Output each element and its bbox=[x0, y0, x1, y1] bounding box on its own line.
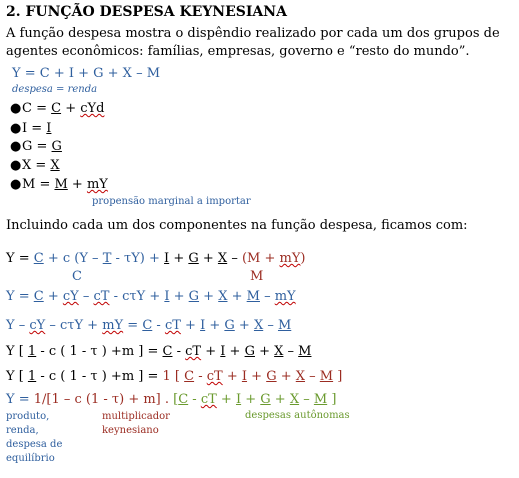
intro-line-2: agentes econômicos: famílias, empresas, governo e “resto do mundo”. bbox=[6, 44, 470, 59]
multiplier-note-line: multiplicador bbox=[102, 411, 170, 422]
including-text: Incluindo cada um dos componentes na função despesa, ficamos com: bbox=[6, 218, 468, 233]
identity-note: despesa = renda bbox=[12, 84, 98, 95]
product-note bbox=[6, 410, 62, 466]
bullet-consumption: ●C = C + cYd bbox=[10, 101, 105, 116]
autonomous-spending-note: despesas autônomas bbox=[245, 410, 350, 421]
equation-3: Y – cY – cτY + mY = C - cT + I + G + X – M bbox=[6, 318, 292, 333]
bullet-exports: ●X = X bbox=[10, 158, 60, 173]
equation-5: Y [ 1 - c ( 1 - τ ) +m ] = 1 [ C - cT + I + G + X – M ] bbox=[6, 369, 343, 384]
bullet-icon: ● bbox=[10, 139, 22, 154]
bullet-investment: ●I = I bbox=[10, 121, 52, 136]
product-note-line: equilíbrio bbox=[6, 453, 55, 464]
identity-equation: Y = C + I + G + X – M bbox=[12, 66, 161, 81]
equation-2: Y = C + cY – cT - cτY + I + G + X + M – mY bbox=[6, 289, 296, 304]
product-note-line: despesa de bbox=[6, 439, 63, 450]
bullet-icon: ● bbox=[10, 121, 22, 136]
consumption-label: C bbox=[72, 269, 82, 284]
multiplier-note-line: keynesiano bbox=[102, 425, 159, 436]
product-note-line: produto, bbox=[6, 411, 50, 422]
equation-6: Y = 1/[1 – c (1 - τ) + m] . [C - cT + I + G + X – M ] bbox=[6, 392, 337, 407]
equation-1: Y = C + c (Y – T - τY) + I + G + X – (M + mY) bbox=[6, 251, 306, 266]
section-heading: 2. FUNÇÃO DESPESA KEYNESIANA bbox=[6, 4, 287, 20]
multiplier-note bbox=[102, 410, 170, 438]
equation-4: Y [ 1 - c ( 1 - τ ) +m ] = C - cT + I + G + X – M bbox=[6, 344, 312, 359]
imports-label: M bbox=[250, 269, 264, 284]
bullet-icon: ● bbox=[10, 158, 22, 173]
bullet-icon: ● bbox=[10, 101, 22, 116]
bullet-government: ●G = G bbox=[10, 139, 62, 154]
intro-line-1: A função despesa mostra o dispêndio realizado por cada um dos grupos de bbox=[6, 26, 500, 41]
import-propensity-note: propensão marginal a importar bbox=[92, 196, 251, 207]
product-note-line: renda, bbox=[6, 425, 39, 436]
bullet-icon: ● bbox=[10, 177, 22, 192]
bullet-imports: ●M = M + mY bbox=[10, 177, 108, 192]
